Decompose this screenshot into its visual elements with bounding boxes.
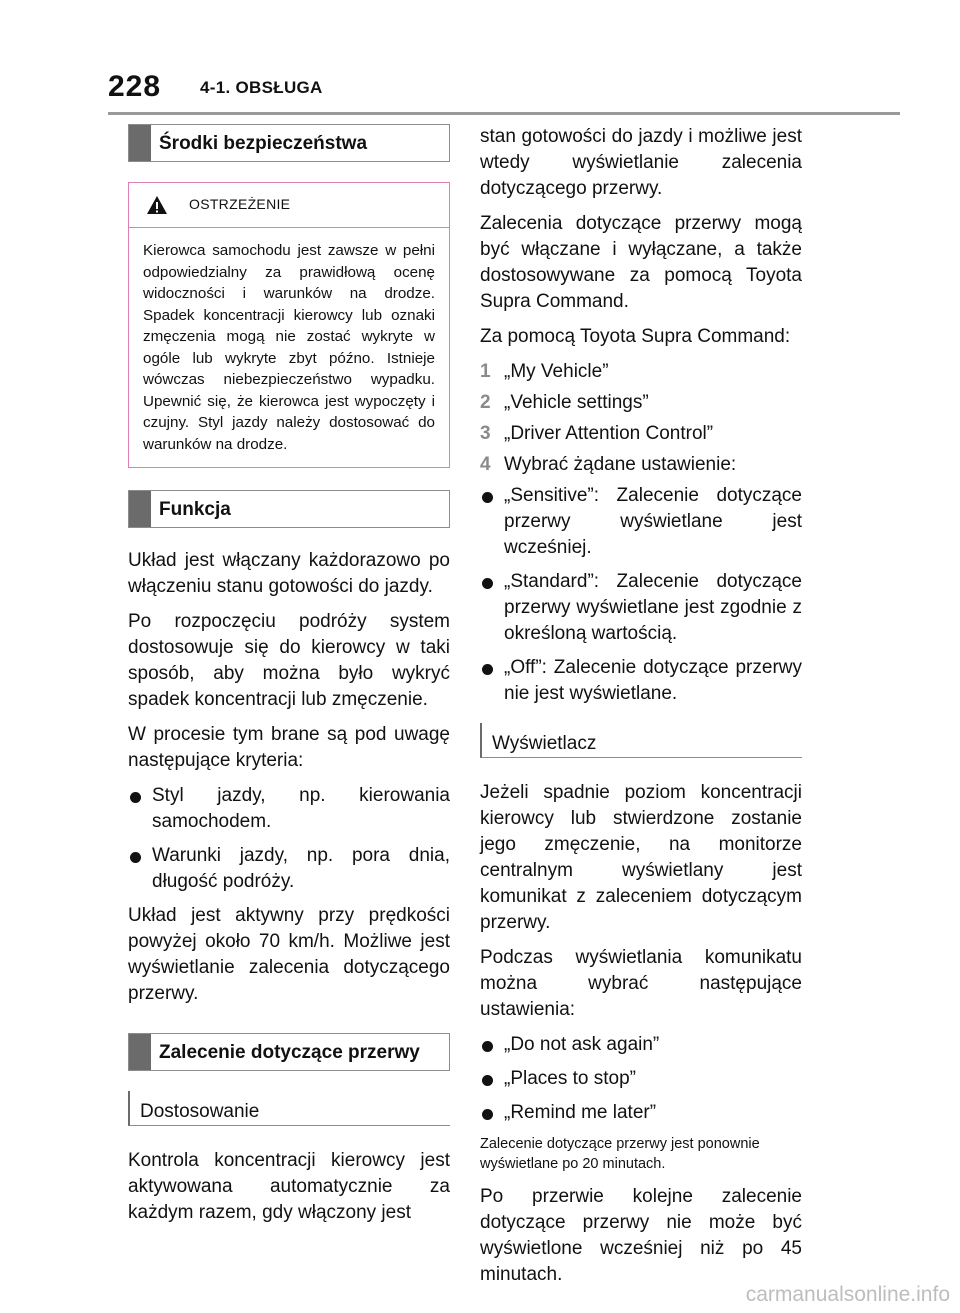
step-number: 1 <box>480 361 491 382</box>
step-text: „Vehicle settings” <box>504 392 649 413</box>
page-header <box>0 72 960 116</box>
heading-safety <box>128 124 450 162</box>
subheading-adjust-label: Dostosowanie <box>140 1101 260 1122</box>
warning-box <box>128 182 450 468</box>
list-item <box>480 483 802 561</box>
bullet-icon <box>482 1075 493 1086</box>
step-item <box>480 452 802 478</box>
right-column <box>480 124 802 1297</box>
step-text: „Driver Attention Control” <box>504 423 714 444</box>
step-text: Wybrać żądane ustawienie: <box>504 454 737 475</box>
bullet-icon <box>130 852 141 863</box>
paragraph: Kontrola koncentracji kierowcy jest aktywowana automatycznie za każdym razem, gdy włączony jest <box>128 1150 450 1223</box>
step-number: 3 <box>480 423 491 444</box>
bullet-icon <box>482 1109 493 1120</box>
step-item <box>480 359 802 385</box>
heading-bar <box>129 1034 151 1070</box>
note-text: Zalecenie dotyczące przerwy jest ponownie wyświetlane po 20 minutach. <box>480 1136 760 1172</box>
subheading-display <box>480 723 802 758</box>
heading-bar <box>129 491 151 527</box>
warning-title: OSTRZEŻENIE <box>189 196 291 212</box>
bullet-icon <box>130 792 141 803</box>
list-item-text: Styl jazdy, np. kierowania samochodem. <box>152 785 450 832</box>
paragraph: stan gotowości do jazdy i możliwe jest wtedy wyświetlanie zalecenia dotyczącego przerwy. <box>480 126 802 199</box>
heading-function <box>128 490 450 528</box>
list-item <box>480 1032 802 1058</box>
step-number: 4 <box>480 454 491 475</box>
page-number: 228 <box>108 70 162 103</box>
warning-header <box>129 183 449 228</box>
list-item-text: „Off”: Zalecenie dotyczące przerwy nie jest wyświetlane. <box>504 657 802 704</box>
heading-break-label: Zalecenie dotyczące przerwy <box>159 1042 420 1063</box>
paragraph: Układ jest włączany każdorazowo po włączeniu stanu gotowości do jazdy. <box>128 550 450 597</box>
list-item-text: „Remind me later” <box>504 1102 657 1123</box>
bullet-icon <box>482 578 493 589</box>
paragraph: Zalecenia dotyczące przerwy mogą być włączane i wyłączane, a także dostosowywane za pomocą Toyota Supra Command. <box>480 213 802 312</box>
step-number: 2 <box>480 392 491 413</box>
subheading-display-label: Wyświetlacz <box>492 733 597 754</box>
list-item <box>480 655 802 707</box>
bullet-icon <box>482 492 493 503</box>
step-item <box>480 421 802 447</box>
list-item-text: „Do not ask again” <box>504 1034 660 1055</box>
heading-function-label: Funkcja <box>159 499 231 520</box>
bullet-icon <box>482 664 493 675</box>
list-item-text: Warunki jazdy, np. pora dnia, długość podróży. <box>152 845 450 892</box>
section-title: 4-1. OBSŁUGA <box>200 78 323 97</box>
heading-break <box>128 1033 450 1071</box>
list-item-text: „Places to stop” <box>504 1068 636 1089</box>
list-item-text: „Standard”: Zalecenie dotyczące przerwy wyświetlane jest zgodnie z określoną wartością. <box>504 571 802 644</box>
paragraph: Układ jest aktywny przy prędkości powyżej około 70 km/h. Możliwe jest wyświetlanie zalecenia dotyczącego przerwy. <box>128 905 450 1004</box>
heading-safety-label: Środki bezpieczeństwa <box>159 133 368 154</box>
paragraph: Podczas wyświetlania komunikatu można wybrać następujące ustawienia: <box>480 947 802 1020</box>
list-item <box>480 569 802 647</box>
paragraph: Po rozpoczęciu podróży system dostosowuje się do kierowcy w taki sposób, aby można było wykryć spadek koncentracji lub zmęczenie. <box>128 611 450 710</box>
list-item-text: „Sensitive”: Zalecenie dotyczące przerwy wyświetlane jest wcześniej. <box>504 485 802 558</box>
warning-icon <box>146 195 168 215</box>
heading-bar <box>129 125 151 161</box>
list-item <box>128 783 450 835</box>
watermark: carmanualsonline.info <box>745 1283 950 1306</box>
list-item <box>128 843 450 895</box>
left-column <box>128 124 450 1235</box>
warning-text: Kierowca samochodu jest zawsze w pełni odpowiedzialny za prawidłową ocenę widoczności i warunków na drodze. Spadek koncentracji kierowcy lub oznaki zmęczenia mogą nie zostać wykryte w ogóle lub wykryte zbyt późno. Istnieje wówczas niebezpieczeństwo wypadku. Upewnić się, że kierowca jest wypoczęty i czujny. Styl jazdy należy dostosować do warunków na drodze. <box>143 242 435 453</box>
header-rule <box>108 112 900 115</box>
paragraph: Za pomocą Toyota Supra Command: <box>480 326 791 347</box>
step-item <box>480 390 802 416</box>
paragraph: Po przerwie kolejne zalecenie dotyczące przerwy nie może być wyświetlone wcześniej niż po 45 minutach. <box>480 1186 802 1285</box>
paragraph: W procesie tym brane są pod uwagę następujące kryteria: <box>128 724 450 771</box>
paragraph: Jeżeli spadnie poziom koncentracji kierowcy lub stwierdzone zostanie jego zmęczenie, na monitorze centralnym wyświetlany jest komunikat z zaleceniem dotyczącym przerwy. <box>480 782 802 933</box>
list-item <box>480 1100 802 1126</box>
bullet-icon <box>482 1041 493 1052</box>
subheading-adjust <box>128 1091 450 1126</box>
step-text: „My Vehicle” <box>504 361 609 382</box>
list-item <box>480 1066 802 1092</box>
